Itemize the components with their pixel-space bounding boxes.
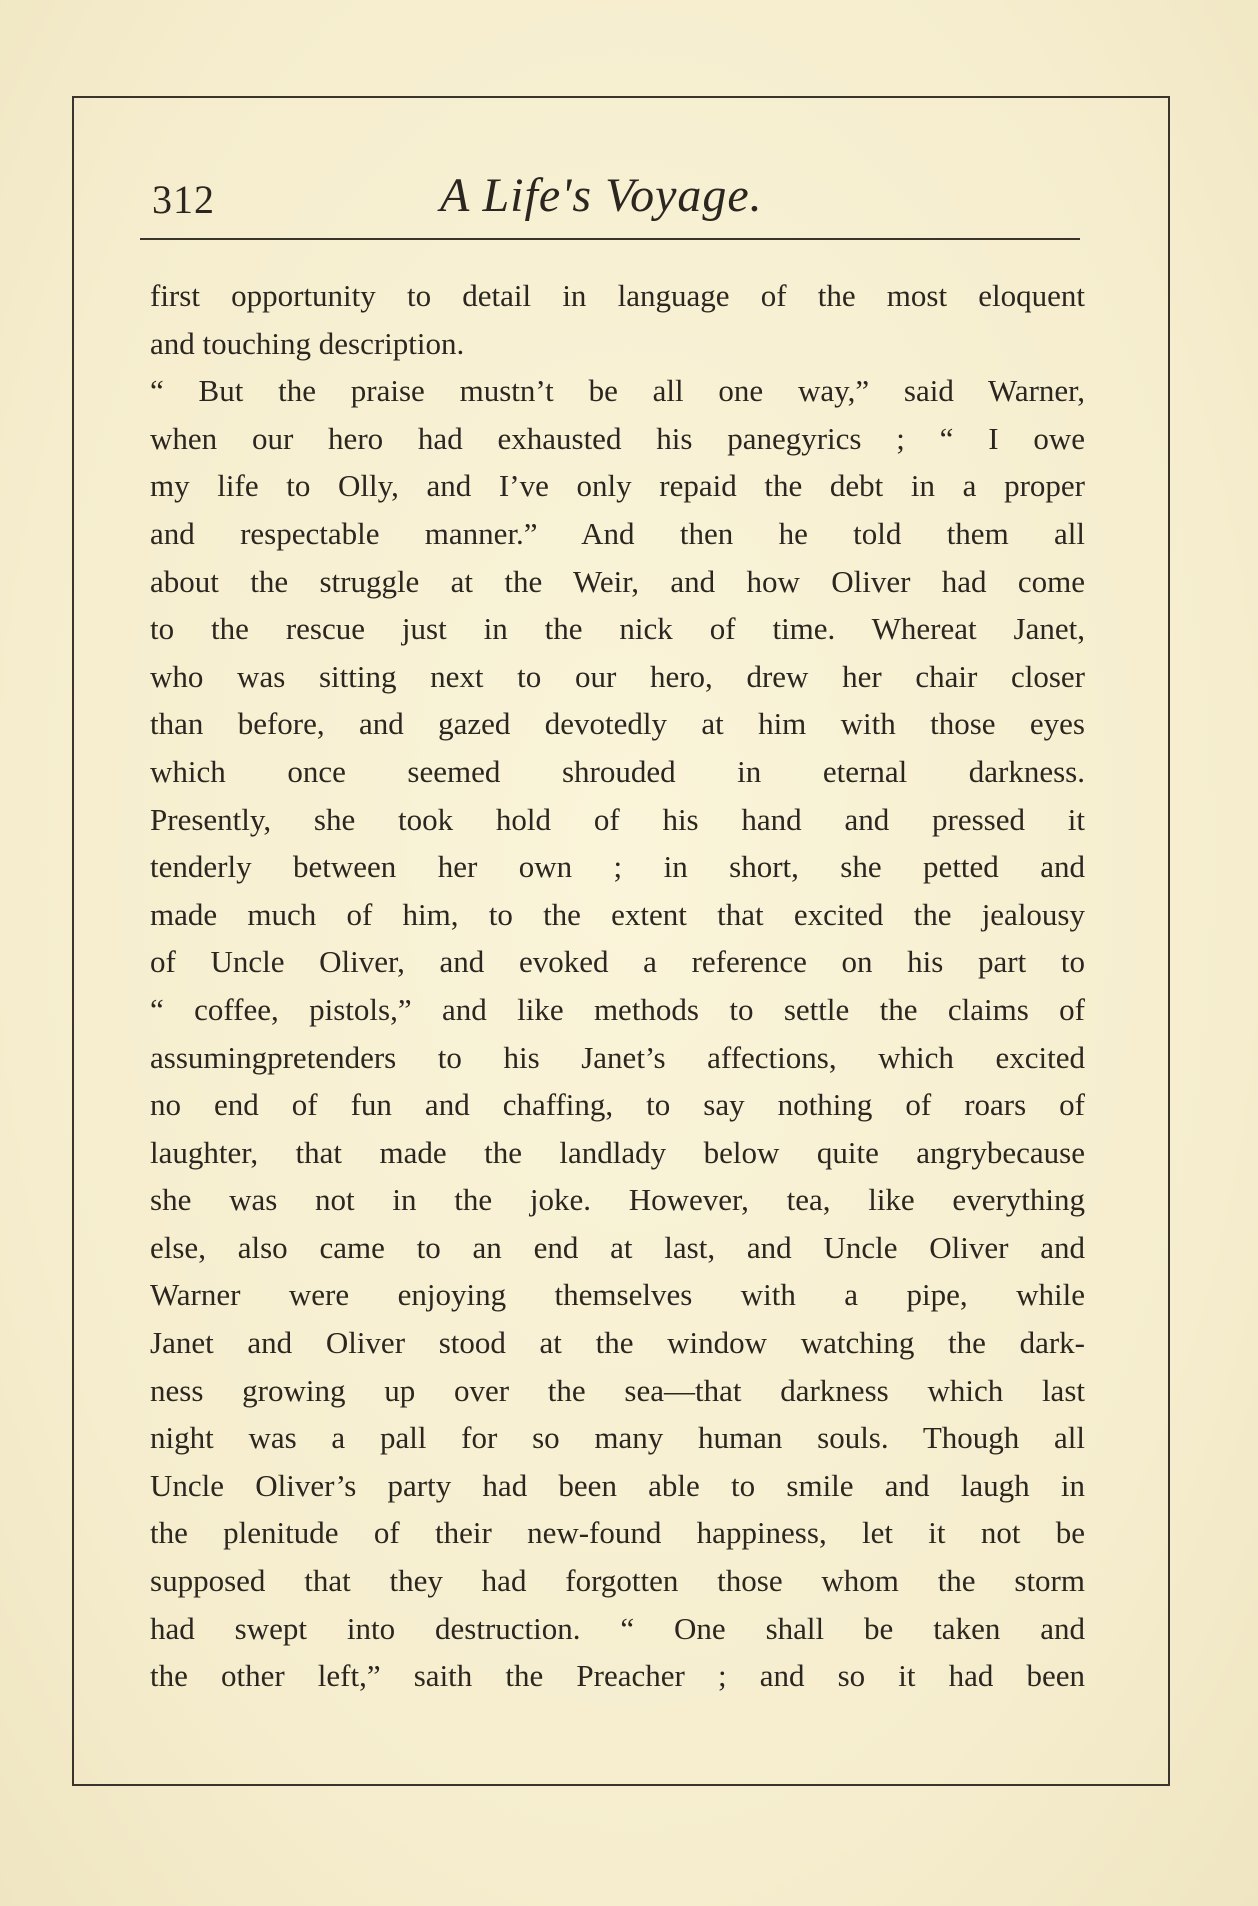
text-line: about the struggle at the Weir, and how Oliver had come bbox=[150, 563, 1085, 599]
text-line: “ But the praise mustn’t be all one way,” said Warner, bbox=[150, 373, 1085, 409]
text-line: supposed that they had forgotten those whom the storm bbox=[150, 1563, 1085, 1599]
running-title: A Life's Voyage. bbox=[440, 169, 763, 222]
text-line: which once seemed shrouded in eternal darkness. bbox=[150, 753, 1085, 789]
text-line: Janet and Oliver stood at the window watching the dark- bbox=[150, 1325, 1085, 1361]
text-line: my life to Olly, and I’ve only repaid the debt in a proper bbox=[150, 468, 1085, 504]
text-line: the other left,” saith the Preacher ; and so it had been bbox=[150, 1658, 1085, 1694]
text-line: who was sitting next to our hero, drew her chair closer bbox=[150, 658, 1085, 694]
page-number: 312 bbox=[152, 177, 215, 222]
text-line: no end of fun and chaffing, to say nothing of roars of bbox=[150, 1087, 1085, 1123]
text-line: assumingpretenders to his Janet’s affections, which excited bbox=[150, 1039, 1085, 1075]
text-line: “ coffee, pistols,” and like methods to settle the claims of bbox=[150, 991, 1085, 1027]
text-line: Warner were enjoying themselves with a pipe, while bbox=[150, 1277, 1085, 1313]
header-rule bbox=[140, 238, 1080, 240]
text-line: night was a pall for so many human souls. Though all bbox=[150, 1420, 1085, 1456]
text-line: and touching description. bbox=[150, 325, 465, 361]
page-header bbox=[140, 168, 1080, 236]
text-line: the plenitude of their new-found happiness, let it not be bbox=[150, 1515, 1085, 1551]
text-line: tenderly between her own ; in short, she petted and bbox=[150, 849, 1085, 885]
text-line: to the rescue just in the nick of time. Whereat Janet, bbox=[150, 611, 1085, 647]
text-line: she was not in the joke. However, tea, like everything bbox=[150, 1182, 1085, 1218]
text-line: when our hero had exhausted his panegyrics ; “ I owe bbox=[150, 420, 1085, 456]
text-line: laughter, that made the landlady below quite angrybecause bbox=[150, 1134, 1085, 1170]
text-line: first opportunity to detail in language of the most eloquent bbox=[150, 278, 1085, 313]
text-line: Uncle Oliver’s party had been able to smile and laugh in bbox=[150, 1467, 1085, 1503]
text-line: than before, and gazed devotedly at him with those eyes bbox=[150, 706, 1085, 742]
text-line: else, also came to an end at last, and Uncle Oliver and bbox=[150, 1229, 1085, 1265]
text-line: ness growing up over the sea—that darkness which last bbox=[150, 1372, 1085, 1408]
text-line: made much of him, to the extent that excited the jealousy bbox=[150, 896, 1085, 932]
text-line: and respectable manner.” And then he told them all bbox=[150, 515, 1085, 551]
text-line: Presently, she took hold of his hand and pressed it bbox=[150, 801, 1085, 837]
text-line: had swept into destruction. “ One shall be taken and bbox=[150, 1610, 1085, 1646]
body-text bbox=[150, 272, 1085, 1700]
text-line: of Uncle Oliver, and evoked a reference on his part to bbox=[150, 944, 1085, 980]
